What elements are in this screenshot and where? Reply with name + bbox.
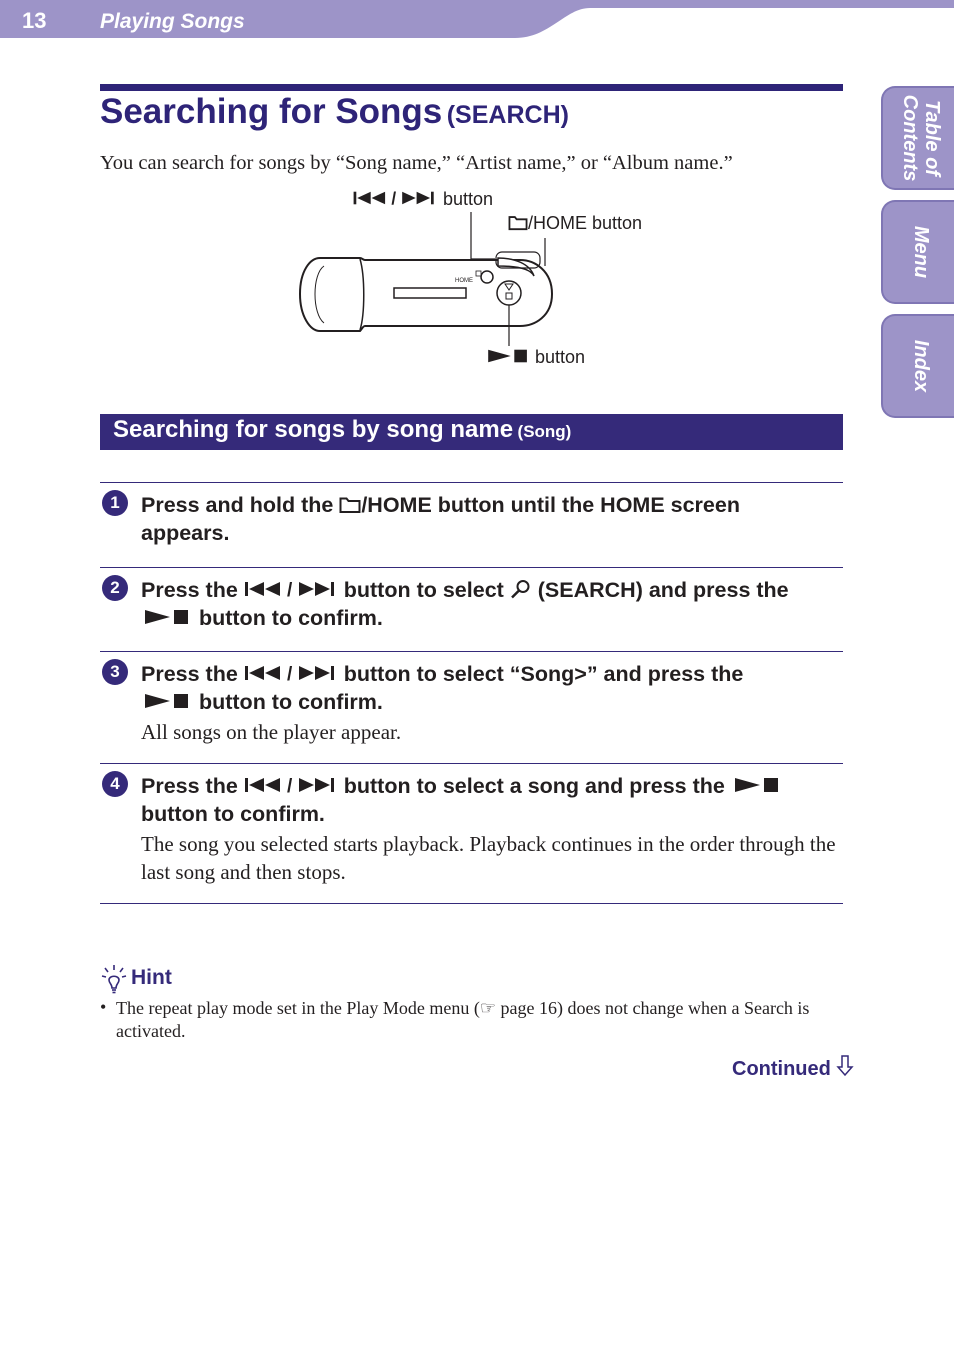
step-4-result: The song you selected starts playback. Playback continues in the order through the last song and then stops.: [141, 832, 836, 884]
step-divider: [100, 482, 843, 483]
step-divider: [100, 651, 843, 652]
tab-index[interactable]: [881, 314, 954, 418]
page-title-main: Searching for Songs: [100, 92, 443, 131]
step-number-badge: 2: [102, 575, 128, 601]
step-divider: [100, 903, 843, 904]
reference-icon: ☞: [479, 998, 497, 1018]
device-home-text: HOME: [455, 278, 473, 284]
folder-icon: [508, 213, 528, 231]
section-title: Searching for songs by song name (Song): [113, 416, 572, 443]
step-1-text: Press and hold the /HOME button until the HOME screen appears.: [141, 493, 740, 545]
figure-label-play: button: [486, 347, 585, 368]
play-stop-icon: [141, 607, 193, 627]
prev-next-icon: [352, 189, 438, 207]
tab-table-of-contents-label: Table of Contents: [898, 94, 943, 182]
step-divider: [100, 763, 843, 764]
step-number-badge: 1: [102, 490, 128, 516]
hint-bulb-icon: [100, 964, 128, 994]
title-rule: [100, 84, 843, 91]
tab-menu-label: Menu: [909, 225, 932, 279]
figure-label-home: /HOME button: [508, 213, 642, 234]
prev-next-icon: [244, 663, 338, 683]
figure-label-prev-next: button: [352, 189, 493, 210]
step-3-result: All songs on the player appear.: [141, 720, 402, 744]
page-title: [100, 92, 569, 132]
step-4-text: Press the button to select a song and press the button to confirm.: [141, 772, 846, 828]
tab-table-of-contents[interactable]: [881, 86, 954, 190]
play-stop-icon: [141, 691, 193, 711]
continued-link[interactable]: Continued: [732, 1055, 854, 1081]
folder-icon: [339, 494, 361, 514]
intro-text: You can search for songs by “Song name,” “Artist name,” or “Album name.”: [100, 152, 733, 174]
search-icon: [510, 579, 532, 599]
hint-text: The repeat play mode set in the Play Mode menu (☞ page 16) does not change when a Search is activated.: [116, 998, 810, 1041]
tab-index-label: Index: [909, 339, 932, 393]
step-3-text: Press the button to select “Song>” and press the button to confirm.: [141, 662, 744, 714]
prev-next-icon: [244, 579, 338, 599]
tab-menu[interactable]: [881, 200, 954, 304]
hint-label: Hint: [131, 966, 172, 989]
step-number-badge: 3: [102, 659, 128, 685]
play-stop-icon: [731, 775, 783, 795]
page-title-suffix: (SEARCH): [446, 101, 569, 129]
step-divider: [100, 567, 843, 568]
prev-next-icon: [244, 775, 338, 795]
page-number: 13: [22, 8, 47, 33]
play-stop-icon: [486, 347, 530, 365]
hint-bullet: •: [100, 997, 107, 1017]
step-number-badge: 4: [102, 771, 128, 797]
header-section-name: Playing Songs: [100, 10, 245, 33]
step-2-text: Press the button to select (SEARCH) and press the button to confirm.: [141, 578, 789, 630]
down-arrow-icon: [836, 1055, 854, 1077]
